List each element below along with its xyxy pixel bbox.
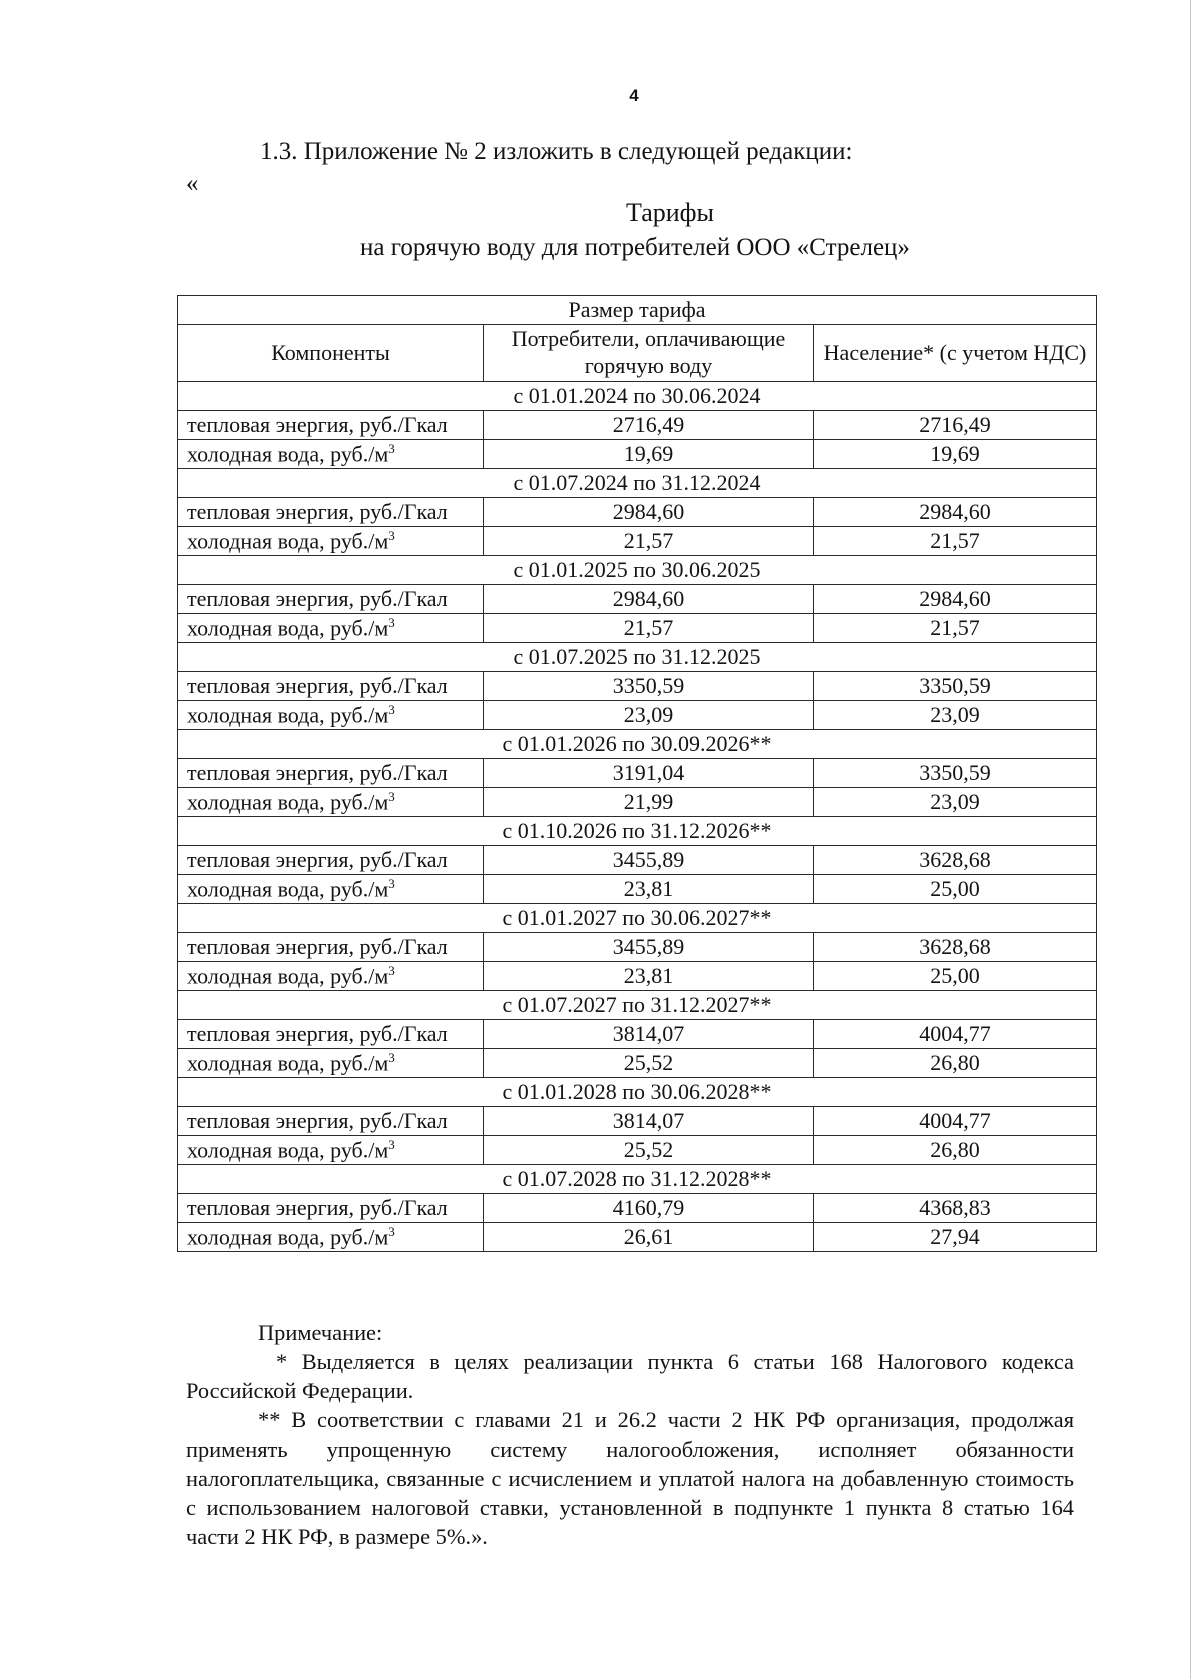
table-row (178, 1136, 1097, 1165)
heat-consumers-cell: 4160,79 (484, 1194, 814, 1223)
heat-population-cell: 3350,59 (814, 672, 1097, 701)
water-population-cell: 21,57 (814, 527, 1097, 556)
heat-label-cell: тепловая энергия, руб./Гкал (178, 1020, 484, 1049)
heat-population-cell: 3628,68 (814, 846, 1097, 875)
heat-label-cell: тепловая энергия, руб./Гкал (178, 498, 484, 527)
water-label-cell (178, 1136, 484, 1165)
water-label-cell (178, 614, 484, 643)
period-cell: с 01.01.2026 по 30.09.2026** (178, 730, 1097, 759)
water-consumers-cell: 23,81 (484, 962, 814, 991)
page-edge-line (1190, 0, 1191, 1679)
water-population-cell: 26,80 (814, 1049, 1097, 1078)
water-label-cell (178, 527, 484, 556)
period-row (178, 556, 1097, 585)
water-population-cell: 25,00 (814, 962, 1097, 991)
water-population-cell: 25,00 (814, 875, 1097, 904)
intro-paragraph: 1.3. Приложение № 2 изложить в следующей редакции: (260, 138, 853, 165)
period-cell: с 01.01.2025 по 30.06.2025 (178, 556, 1097, 585)
water-label-superscript: 3 (388, 876, 395, 892)
table-row (178, 1107, 1097, 1136)
header-group-cell: Размер тарифа (178, 296, 1097, 325)
heat-label-cell: тепловая энергия, руб./Гкал (178, 1194, 484, 1223)
note-1: * Выделяется в целях реализации пункта 6 статьи 168 Налогового кодекса Российской Федерации. (186, 1349, 1074, 1404)
heat-population-cell: 2984,60 (814, 498, 1097, 527)
heat-consumers-cell: 3814,07 (484, 1020, 814, 1049)
period-row (178, 904, 1097, 933)
period-cell: с 01.07.2025 по 31.12.2025 (178, 643, 1097, 672)
heat-label-cell: тепловая энергия, руб./Гкал (178, 585, 484, 614)
water-population-cell: 23,09 (814, 788, 1097, 817)
table-row (178, 962, 1097, 991)
water-consumers-cell: 26,61 (484, 1223, 814, 1252)
water-label-cell (178, 962, 484, 991)
period-cell: с 01.07.2024 по 31.12.2024 (178, 469, 1097, 498)
tariff-table (177, 295, 1097, 1252)
table-row (178, 411, 1097, 440)
table-row (178, 440, 1097, 469)
water-label-text: холодная вода, руб./м (187, 1137, 389, 1163)
note-2: ** В соответствии с главами 21 и 26.2 части 2 НК РФ организация, продолжая применять упрощенную систему налогообложения, исполняет обязанности налогоплательщика, связанные с исчислением и уплатой налога на добавленную стоимость с использованием налоговой ставки, установленной в подпункте 1 пункта 8 статью 164 части 2 НК РФ, в размере 5%.». (186, 1407, 1074, 1549)
table-row (178, 614, 1097, 643)
water-label-text: холодная вода, руб./м (187, 1224, 389, 1250)
heat-population-cell: 2984,60 (814, 585, 1097, 614)
period-row (178, 1165, 1097, 1194)
water-label-text: холодная вода, руб./м (187, 528, 389, 554)
water-label-superscript: 3 (388, 615, 395, 631)
table-row (178, 1020, 1097, 1049)
heat-label-cell: тепловая энергия, руб./Гкал (178, 1107, 484, 1136)
water-population-cell: 27,94 (814, 1223, 1097, 1252)
water-consumers-cell: 21,57 (484, 614, 814, 643)
opening-quote: « (186, 170, 199, 197)
water-label-text: холодная вода, руб./м (187, 441, 389, 467)
heat-label-cell: тепловая энергия, руб./Гкал (178, 759, 484, 788)
water-label-superscript: 3 (388, 789, 395, 805)
heat-consumers-cell: 2984,60 (484, 498, 814, 527)
period-cell: с 01.01.2024 по 30.06.2024 (178, 382, 1097, 411)
period-row (178, 382, 1097, 411)
table-row (178, 759, 1097, 788)
water-label-text: холодная вода, руб./м (187, 615, 389, 641)
period-row (178, 991, 1097, 1020)
document-title: Тарифы (625, 198, 714, 227)
heat-label-cell: тепловая энергия, руб./Гкал (178, 672, 484, 701)
water-consumers-cell: 25,52 (484, 1136, 814, 1165)
period-cell: с 01.01.2027 по 30.06.2027** (178, 904, 1097, 933)
period-cell: с 01.01.2028 по 30.06.2028** (178, 1078, 1097, 1107)
table-row (178, 788, 1097, 817)
period-cell: с 01.10.2026 по 31.12.2026** (178, 817, 1097, 846)
notes-heading: Примечание: (258, 1320, 383, 1345)
period-cell: с 01.07.2028 по 31.12.2028** (178, 1165, 1097, 1194)
water-label-superscript: 3 (388, 702, 395, 718)
period-row (178, 817, 1097, 846)
water-label-cell (178, 440, 484, 469)
page-number: 4 (629, 86, 639, 105)
table-subheader-row (178, 325, 1097, 382)
water-population-cell: 19,69 (814, 440, 1097, 469)
period-row (178, 730, 1097, 759)
water-label-superscript: 3 (388, 528, 395, 544)
water-consumers-cell: 19,69 (484, 440, 814, 469)
water-label-cell (178, 1049, 484, 1078)
water-consumers-cell: 21,99 (484, 788, 814, 817)
water-label-text: холодная вода, руб./м (187, 1050, 389, 1076)
water-consumers-cell: 21,57 (484, 527, 814, 556)
period-row (178, 469, 1097, 498)
water-label-superscript: 3 (388, 1050, 395, 1066)
water-label-text: холодная вода, руб./м (187, 963, 389, 989)
heat-label-cell: тепловая энергия, руб./Гкал (178, 933, 484, 962)
heat-population-cell: 4004,77 (814, 1020, 1097, 1049)
water-population-cell: 21,57 (814, 614, 1097, 643)
heat-consumers-cell: 3455,89 (484, 846, 814, 875)
heat-consumers-cell: 3191,04 (484, 759, 814, 788)
water-label-cell (178, 875, 484, 904)
water-label-cell (178, 1223, 484, 1252)
header-consumers: Потребители, оплачивающие горячую воду (484, 325, 814, 382)
table-row (178, 933, 1097, 962)
table-row (178, 875, 1097, 904)
table-row (178, 672, 1097, 701)
heat-label-cell: тепловая энергия, руб./Гкал (178, 846, 484, 875)
table-row (178, 1194, 1097, 1223)
heat-consumers-cell: 3350,59 (484, 672, 814, 701)
table-row (178, 498, 1097, 527)
heat-population-cell: 4004,77 (814, 1107, 1097, 1136)
water-label-cell (178, 788, 484, 817)
heat-population-cell: 3628,68 (814, 933, 1097, 962)
heat-consumers-cell: 3814,07 (484, 1107, 814, 1136)
table-row (178, 846, 1097, 875)
period-row (178, 1078, 1097, 1107)
header-population: Население* (с учетом НДС) (814, 325, 1097, 382)
table-row (178, 585, 1097, 614)
table-row (178, 527, 1097, 556)
table-row (178, 1049, 1097, 1078)
water-consumers-cell: 23,09 (484, 701, 814, 730)
water-label-superscript: 3 (388, 963, 395, 979)
water-population-cell: 26,80 (814, 1136, 1097, 1165)
heat-consumers-cell: 3455,89 (484, 933, 814, 962)
notes-section (186, 1318, 1074, 1551)
document-subtitle: на горячую воду для потребителей ООО «Стрелец» (360, 234, 910, 261)
water-label-cell (178, 701, 484, 730)
heat-population-cell: 2716,49 (814, 411, 1097, 440)
heat-consumers-cell: 2716,49 (484, 411, 814, 440)
water-population-cell: 23,09 (814, 701, 1097, 730)
table-row (178, 701, 1097, 730)
heat-consumers-cell: 2984,60 (484, 585, 814, 614)
period-cell: с 01.07.2027 по 31.12.2027** (178, 991, 1097, 1020)
water-consumers-cell: 25,52 (484, 1049, 814, 1078)
header-components: Компоненты (178, 325, 484, 382)
water-label-superscript: 3 (388, 1224, 395, 1240)
water-label-text: холодная вода, руб./м (187, 876, 389, 902)
heat-population-cell: 3350,59 (814, 759, 1097, 788)
heat-label-cell: тепловая энергия, руб./Гкал (178, 411, 484, 440)
water-label-superscript: 3 (388, 1137, 395, 1153)
water-label-superscript: 3 (388, 441, 395, 457)
table-row (178, 1223, 1097, 1252)
table-header-row (178, 296, 1097, 325)
water-label-text: холодная вода, руб./м (187, 789, 389, 815)
period-row (178, 643, 1097, 672)
water-consumers-cell: 23,81 (484, 875, 814, 904)
water-label-text: холодная вода, руб./м (187, 702, 389, 728)
heat-population-cell: 4368,83 (814, 1194, 1097, 1223)
